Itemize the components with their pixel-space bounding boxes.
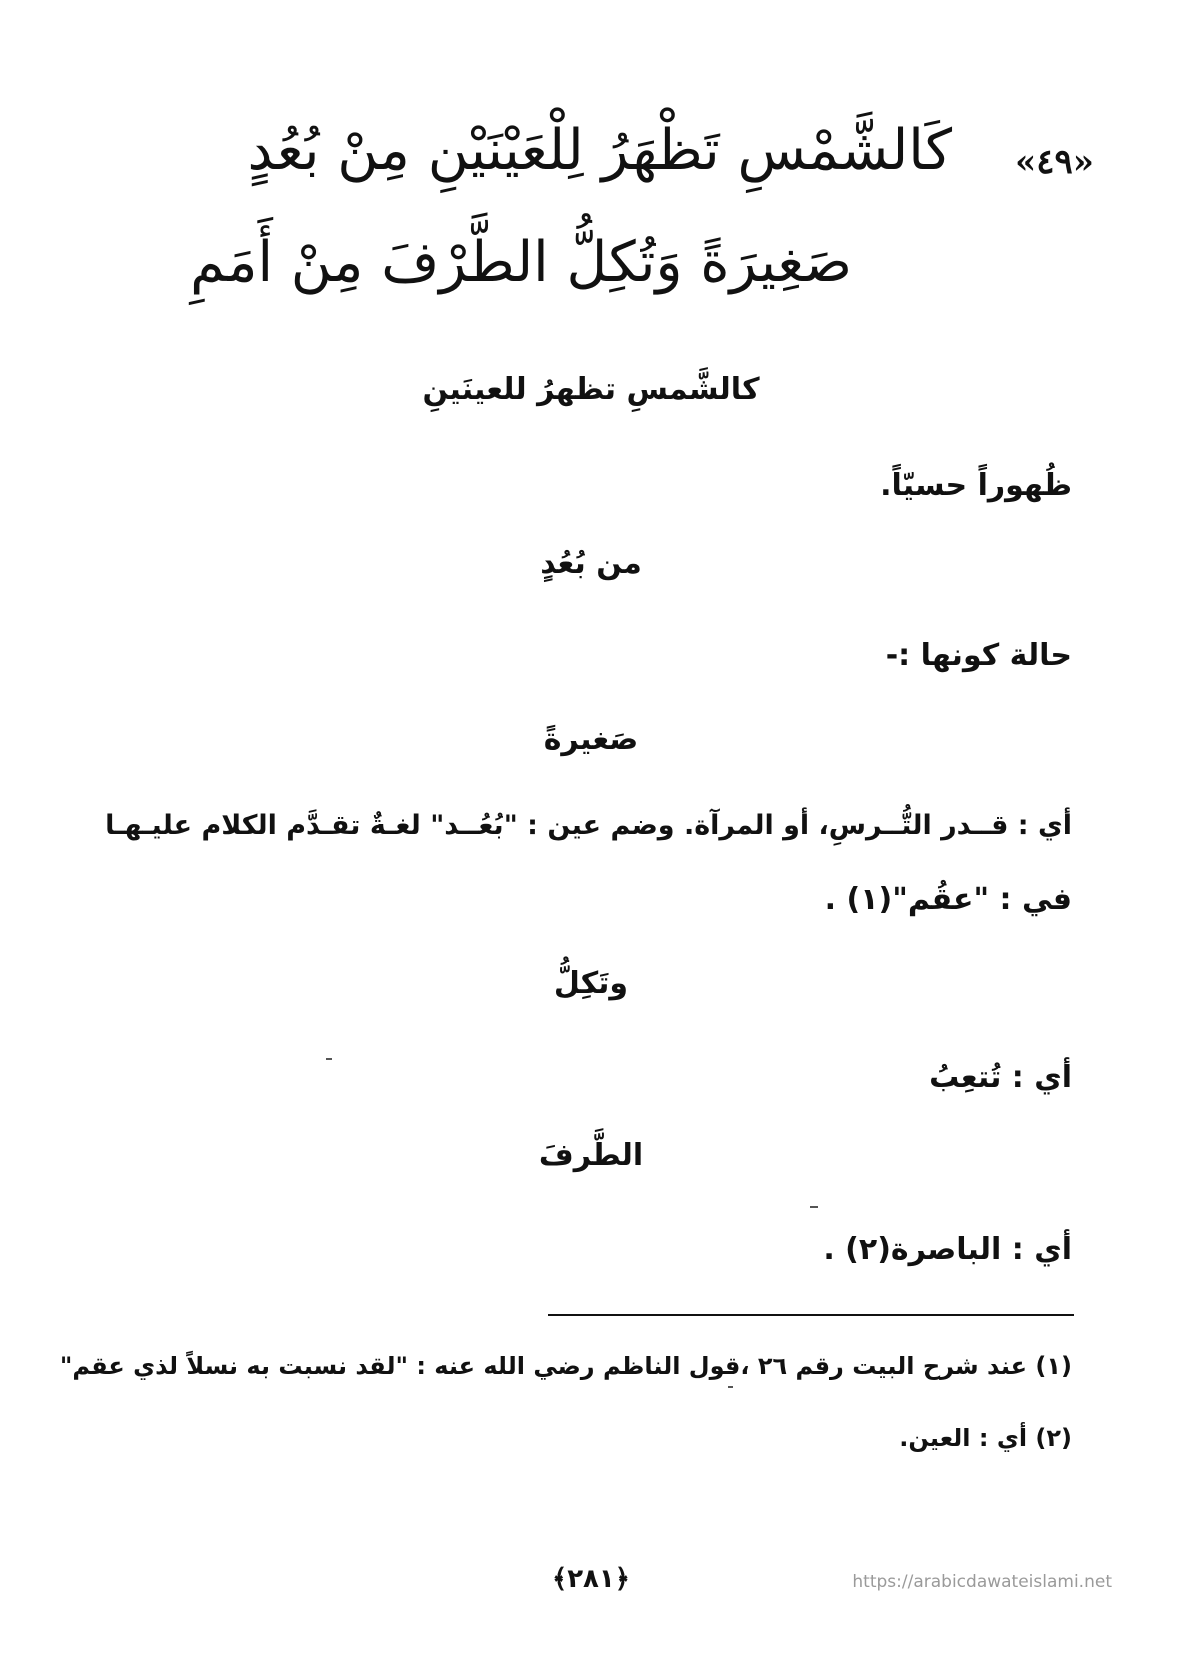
watermark-url: https://arabicdawateislami.net [852, 1572, 1112, 1592]
verse-line-2: صَغِيرَةً وَتُكِلُّ الطَّرْفَ مِنْ أَمَمِ [190, 230, 852, 295]
page-number: ﴿٢٨١﴾ [551, 1564, 631, 1594]
footnote-separator [548, 1314, 1074, 1316]
commentary-paragraph: أي : الباصرة(٢) . [823, 1232, 1072, 1267]
verse-line-1: كَالشَّمْسِ تَظْهَرُ لِلْعَيْنَيْنِ مِنْ بُعُدٍ [247, 118, 952, 183]
commentary-heading: من بُعُدٍ [540, 546, 642, 581]
footnote: (٢) أي : العين. [899, 1424, 1072, 1452]
scan-speck [810, 1206, 818, 1208]
commentary-paragraph: أي : قــدر التُّــرسِ، أو المرآة. وضم عين : "بُعُــد" لغـةٌ تقـدَّم الكلام عليـهـا [105, 810, 1072, 841]
commentary-heading: وتَكِلُّ [553, 966, 629, 1001]
commentary-paragraph: أي : تُتعِبُ [929, 1060, 1072, 1095]
verse-number: «٤٩» [1014, 142, 1094, 182]
commentary-heading: الطَّرفَ [538, 1138, 644, 1173]
commentary-heading: صَغيرةً [543, 722, 639, 757]
scan-speck [728, 1386, 733, 1388]
scan-speck [326, 1058, 332, 1060]
commentary-heading: كالشَّمسِ تظهرُ للعينَينِ [422, 372, 760, 407]
commentary-paragraph: ظُهوراً حسيّاً. [880, 468, 1072, 503]
commentary-paragraph: في : "عقُم"(١) . [824, 882, 1072, 917]
commentary-paragraph: حالة كونها :- [885, 638, 1072, 673]
footnote: (١) عند شرح البيت رقم ٢٦ ،قول الناظم رضي الله عنه : "لقد نسبت به نسلاً لذي عقم" [59, 1352, 1072, 1380]
